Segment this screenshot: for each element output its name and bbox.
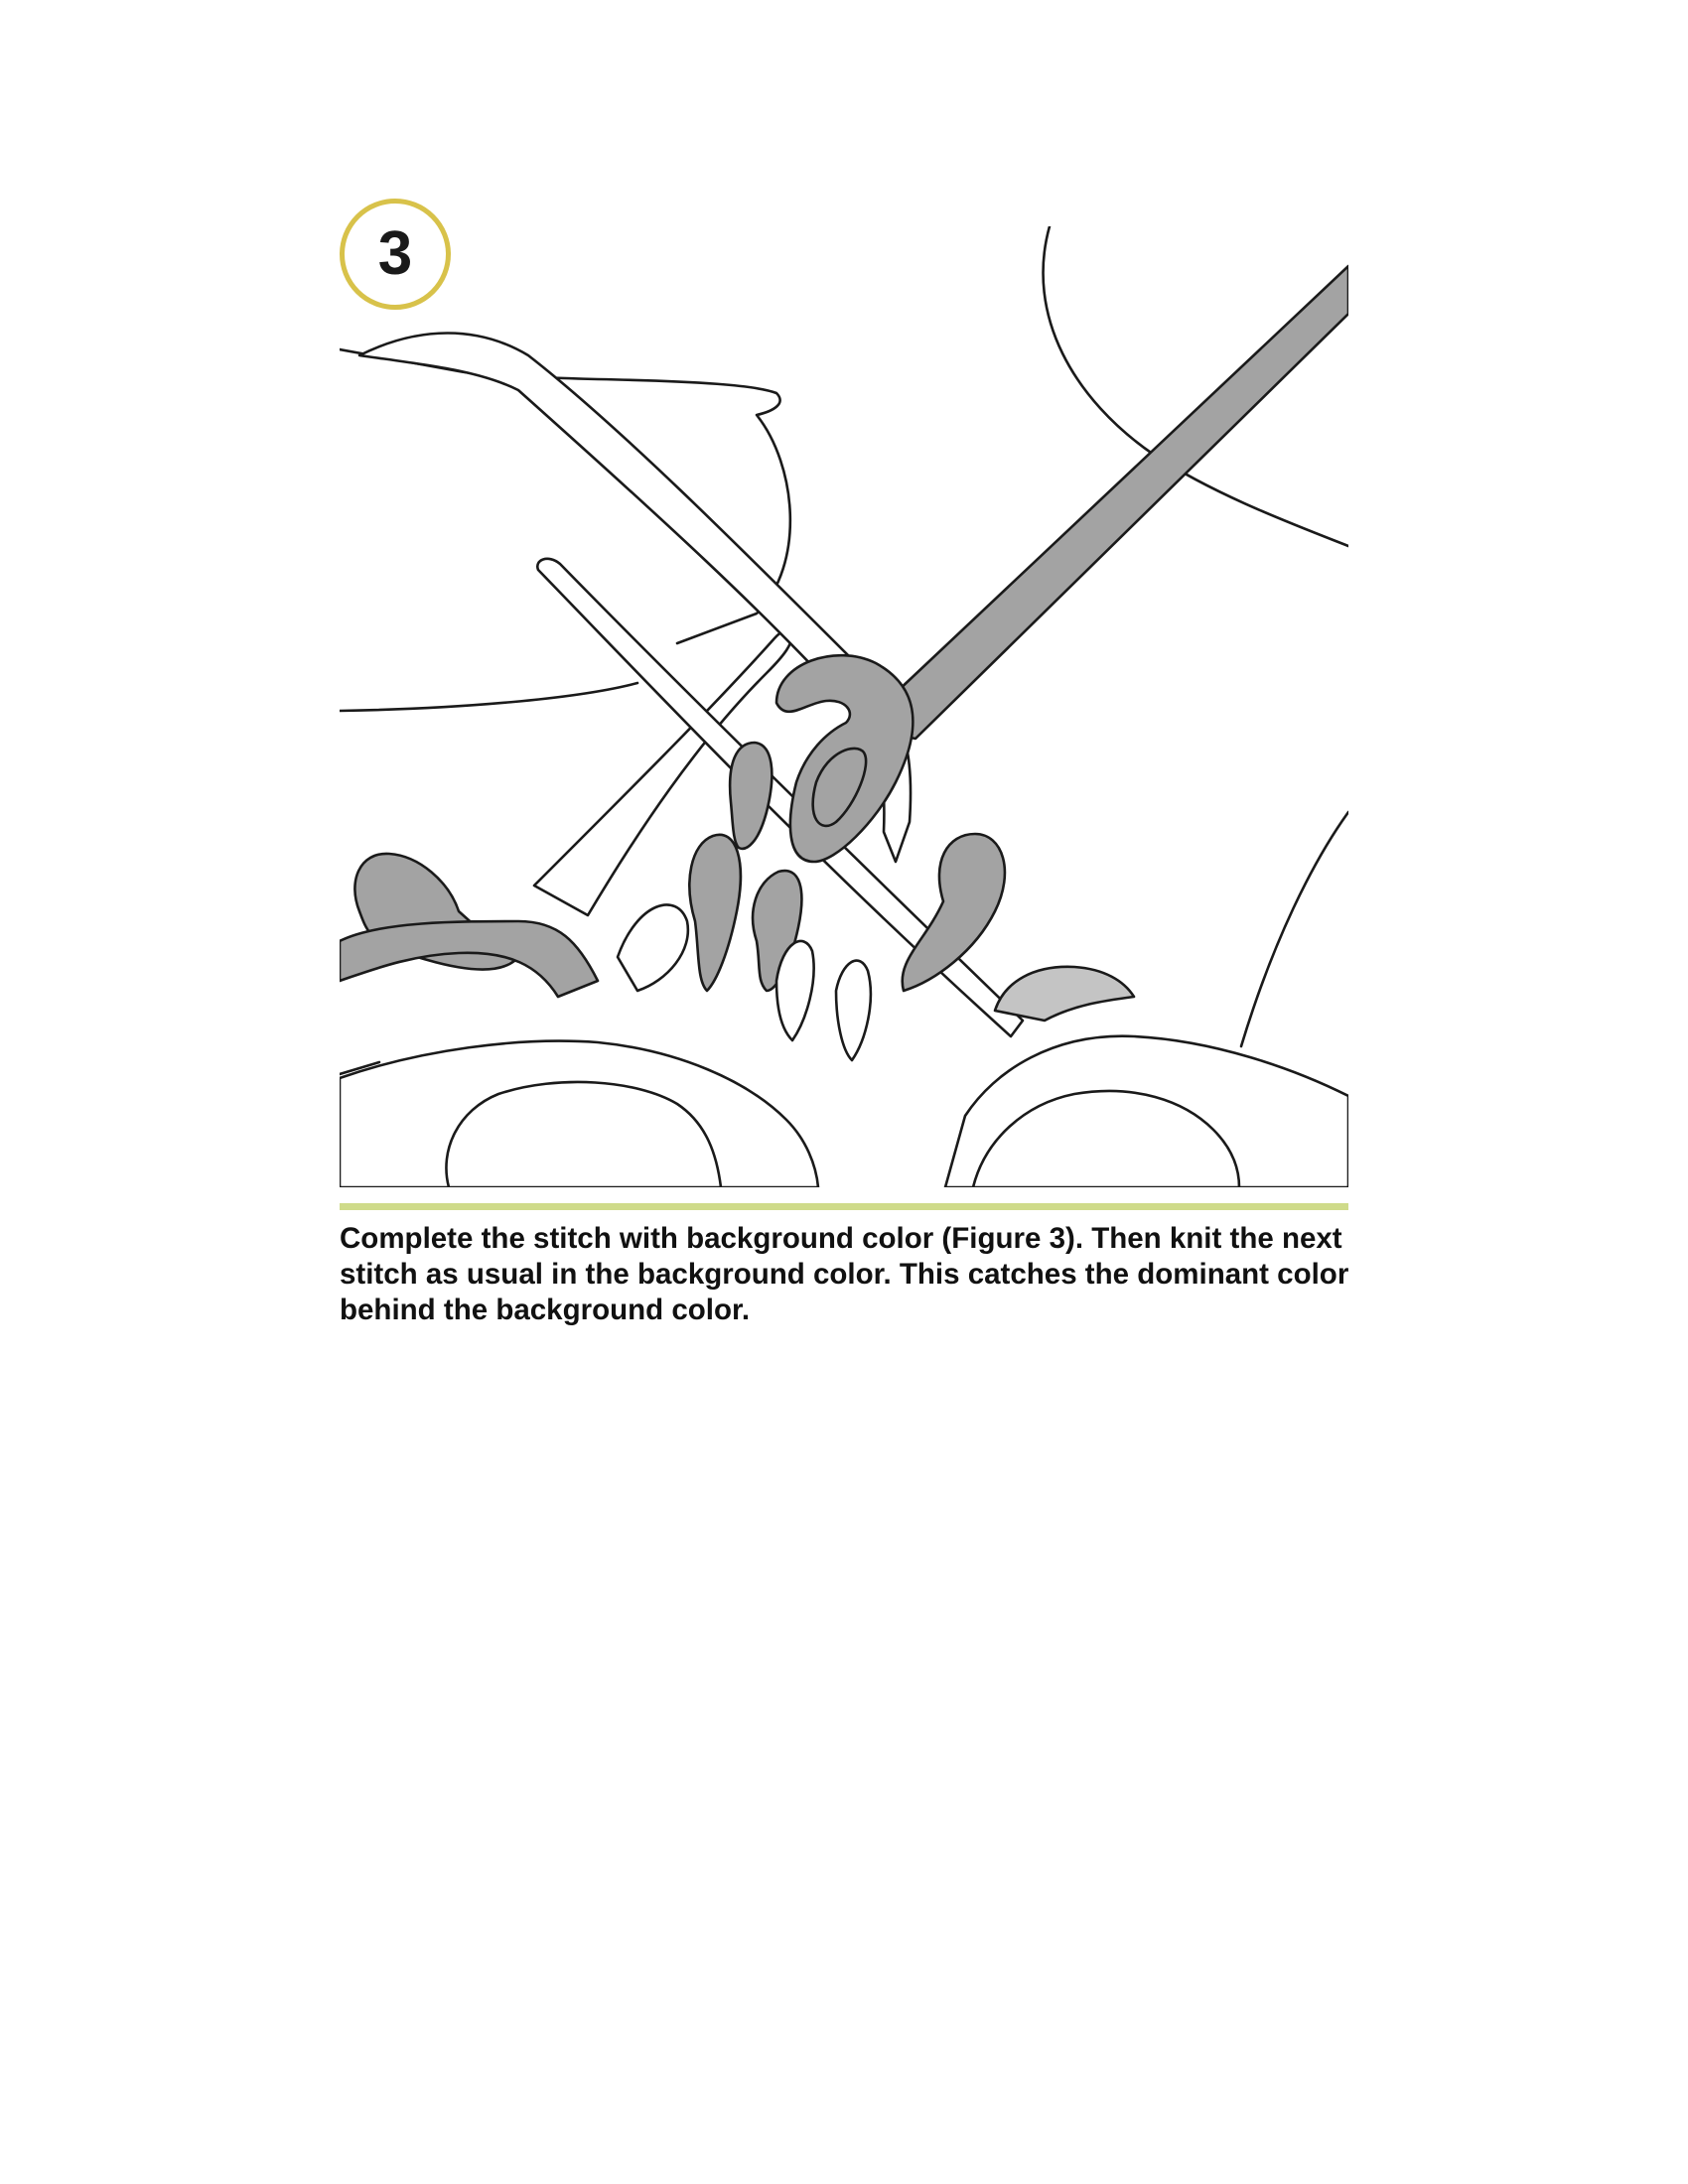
caption-divider [340,1203,1348,1210]
step-number-badge [340,199,451,310]
right-hand-back [1044,226,1348,546]
right-hand-lower [1241,812,1348,1046]
white-stitch-left [618,904,688,991]
white-stitch-right [836,961,871,1060]
right-stitch-light [995,967,1134,1021]
stitch-chain-1 [689,835,740,991]
step-number: 3 [377,219,413,288]
left-hand-back [340,683,637,711]
caption-text: Complete the stitch with background color (Figure 3). Then knit the next stitch as usual in the background color. This catches the dominant color behind the background color. [340,1222,1349,1326]
knitting-illustration [340,226,1348,1187]
stitch-chain-3 [730,743,772,849]
right-needle [884,266,1348,739]
